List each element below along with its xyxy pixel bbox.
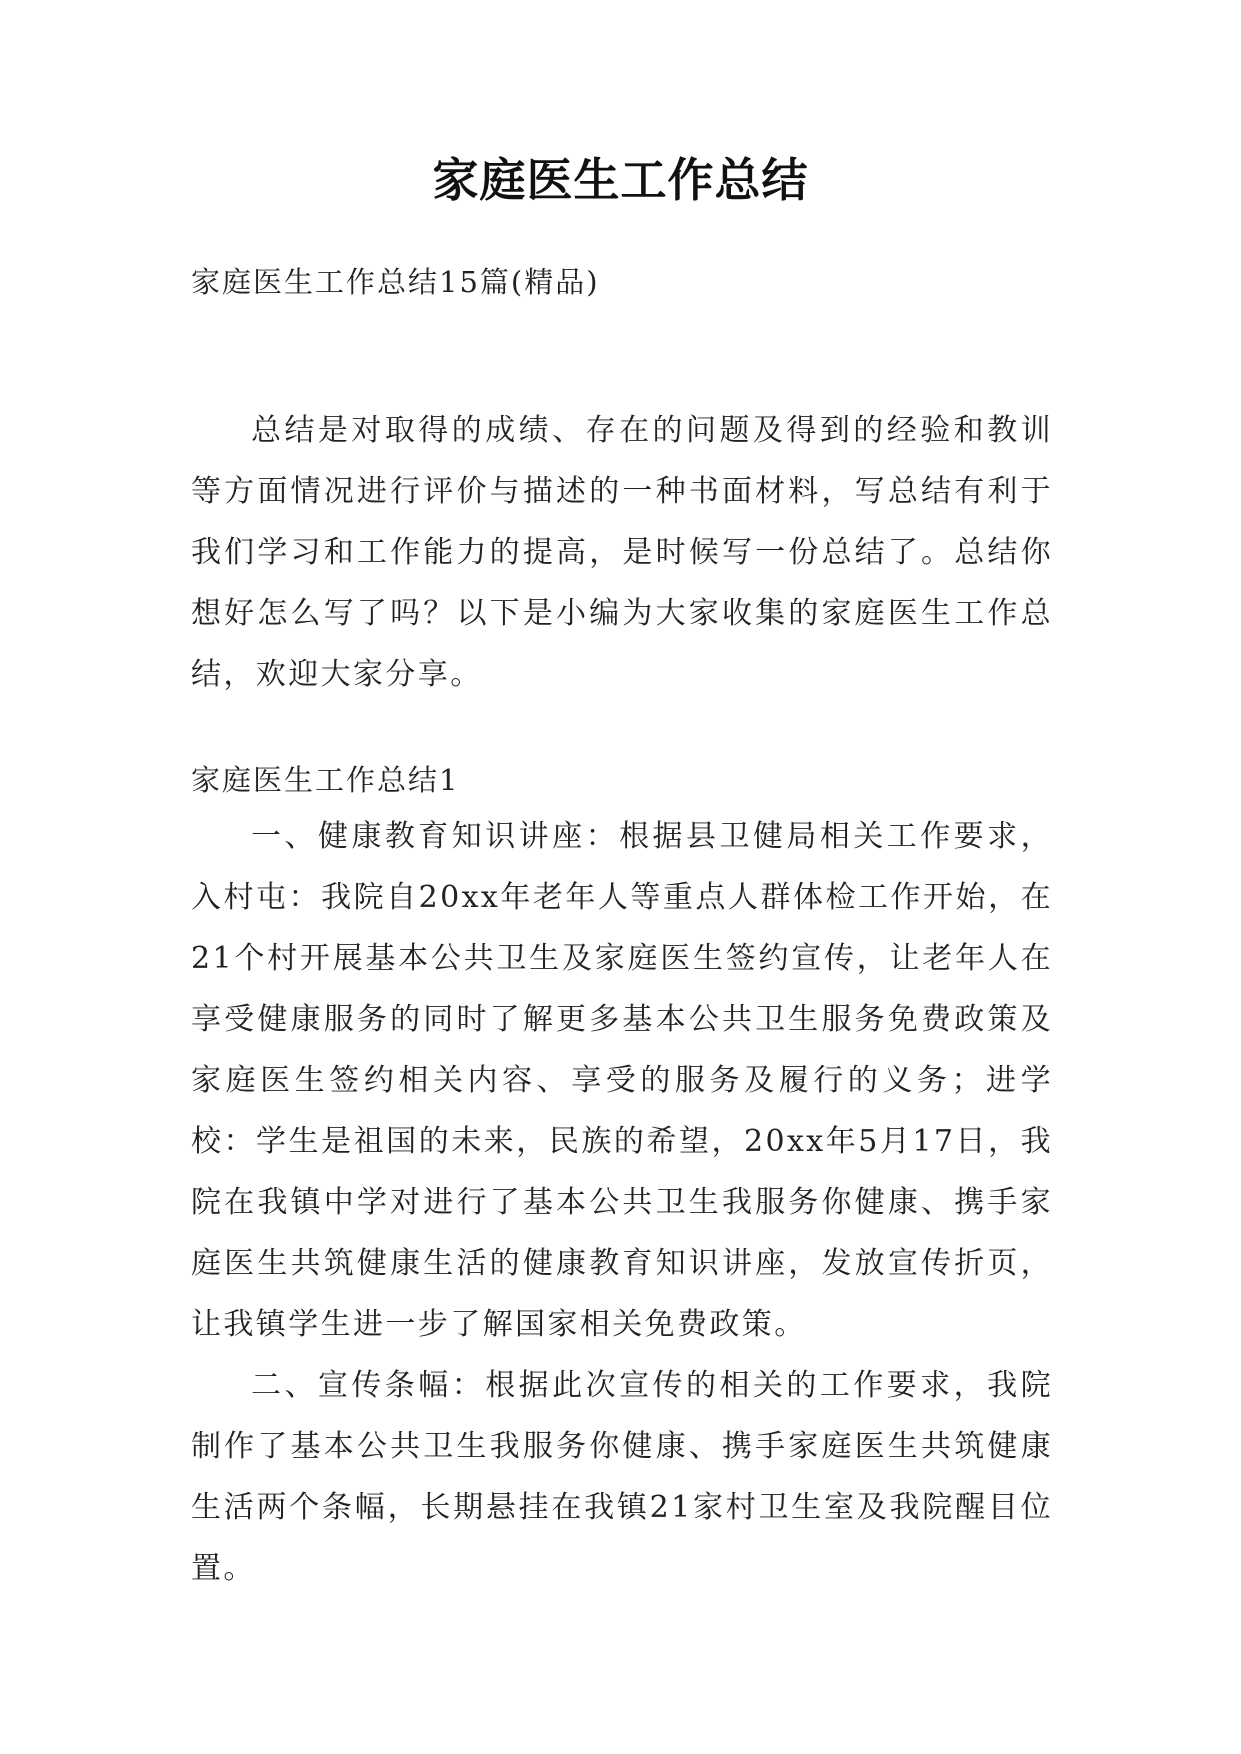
document-title: 家庭医生工作总结: [432, 153, 809, 207]
intro-paragraph: 总结是对取得的成绩、存在的问题及得到的经验和教训等方面情况进行评价与描述的一种书面材料，写总结有利于我们学习和工作能力的提高，是时候写一份总结了。总结你想好怎么写了吗？以下是小编为大家收集的家庭医生工作总结，欢迎大家分享。: [191, 413, 1053, 692]
section-body: [191, 806, 1053, 1599]
document-subtitle: 家庭医生工作总结15篇(精品): [191, 265, 600, 299]
section-paragraph-2: 二、宣传条幅：根据此次宣传的相关的工作要求，我院制作了基本公共卫生我服务你健康、携手家庭医生共筑健康生活两个条幅，长期悬挂在我镇21家村卫生室及我院醒目位置。: [191, 1368, 1053, 1586]
intro-block: [191, 400, 1053, 705]
section-paragraph-1: 一、健康教育知识讲座：根据县卫健局相关工作要求，入村屯：我院自20xx年老年人等重点人群体检工作开始，在21个村开展基本公共卫生及家庭医生签约宣传，让老年人在享受健康服务的同时了解更多基本公共卫生服务免费政策及家庭医生签约相关内容、享受的服务及履行的义务；进学校：学生是祖国的未来，民族的希望，20xx年5月17日，我院在我镇中学对进行了基本公共卫生我服务你健康、携手家庭医生共筑健康生活的健康教育知识讲座，发放宣传折页，让我镇学生进一步了解国家相关免费政策。: [191, 819, 1053, 1342]
section-title: 家庭医生工作总结1: [191, 763, 460, 797]
